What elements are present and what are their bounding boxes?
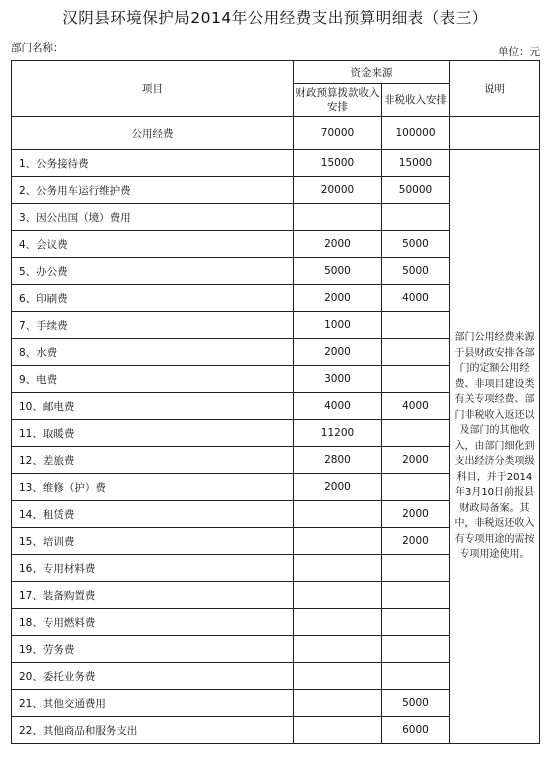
row-label: 16、专用材料费 — [12, 555, 294, 582]
row-nontax — [382, 366, 450, 393]
row-label: 22、其他商品和服务支出 — [12, 717, 294, 744]
row-label: 14、租赁费 — [12, 501, 294, 528]
total-fiscal: 70000 — [294, 117, 382, 150]
row-label: 17、装备购置费 — [12, 582, 294, 609]
table-row — [12, 150, 540, 177]
row-label: 21、其他交通费用 — [12, 690, 294, 717]
row-fiscal: 2000 — [294, 285, 382, 312]
row-nontax — [382, 312, 450, 339]
row-label: 19、劳务费 — [12, 636, 294, 663]
row-fiscal: 2000 — [294, 474, 382, 501]
row-label: 9、电费 — [12, 366, 294, 393]
row-label: 20、委托业务费 — [12, 663, 294, 690]
row-nontax: 4000 — [382, 393, 450, 420]
row-fiscal — [294, 636, 382, 663]
row-label: 6、印刷费 — [12, 285, 294, 312]
row-fiscal — [294, 663, 382, 690]
row-nontax: 4000 — [382, 285, 450, 312]
page-title: 汉阴县环境保护局2014年公用经费支出预算明细表（表三） — [62, 9, 488, 27]
row-fiscal — [294, 609, 382, 636]
row-fiscal: 4000 — [294, 393, 382, 420]
row-label: 18、专用燃料费 — [12, 609, 294, 636]
header-source: 资金来源 — [294, 61, 450, 84]
row-nontax — [382, 582, 450, 609]
note-text: 部门公用经费来源于县财政安排各部门的定额公用经费、非项目建设类有关专项经费、部门非税收入返还以及部门的其他收入，由部门细化到支出经济分类项级科目，并于2014年3月10日前报县财政局备案。其中，非税返还收入有专项用途的需按专项用途使用。 — [450, 150, 540, 744]
header-fiscal: 财政预算拨款收入安排 — [294, 84, 382, 117]
total-label: 公用经费 — [12, 117, 294, 150]
row-label: 8、水费 — [12, 339, 294, 366]
header-row — [12, 61, 540, 84]
row-label: 15、培训费 — [12, 528, 294, 555]
row-fiscal — [294, 555, 382, 582]
row-fiscal — [294, 204, 382, 231]
row-label: 7、手续费 — [12, 312, 294, 339]
row-nontax — [382, 555, 450, 582]
header-nontax: 非税收入安排 — [382, 84, 450, 117]
row-nontax: 6000 — [382, 717, 450, 744]
row-nontax: 2000 — [382, 501, 450, 528]
row-fiscal: 15000 — [294, 150, 382, 177]
row-nontax: 5000 — [382, 690, 450, 717]
row-fiscal: 3000 — [294, 366, 382, 393]
row-nontax — [382, 339, 450, 366]
row-fiscal — [294, 528, 382, 555]
row-label: 11、取暖费 — [12, 420, 294, 447]
row-nontax: 5000 — [382, 258, 450, 285]
unit-label: 单位：元 — [498, 46, 540, 58]
row-fiscal — [294, 690, 382, 717]
row-label: 10、邮电费 — [12, 393, 294, 420]
row-fiscal: 2000 — [294, 339, 382, 366]
row-fiscal — [294, 717, 382, 744]
row-fiscal: 1000 — [294, 312, 382, 339]
row-nontax: 15000 — [382, 150, 450, 177]
row-nontax — [382, 609, 450, 636]
header-note: 说明 — [450, 61, 540, 117]
row-fiscal: 20000 — [294, 177, 382, 204]
row-fiscal — [294, 582, 382, 609]
department-label: 部门名称： — [11, 42, 64, 54]
row-fiscal — [294, 501, 382, 528]
row-fiscal: 5000 — [294, 258, 382, 285]
row-label: 5、办公费 — [12, 258, 294, 285]
row-nontax — [382, 420, 450, 447]
row-label: 1、公务接待费 — [12, 150, 294, 177]
row-nontax: 50000 — [382, 177, 450, 204]
row-label: 3、因公出国（境）费用 — [12, 204, 294, 231]
row-nontax: 5000 — [382, 231, 450, 258]
row-label: 4、会议费 — [12, 231, 294, 258]
row-fiscal: 11200 — [294, 420, 382, 447]
row-nontax — [382, 474, 450, 501]
row-label: 2、公务用车运行维护费 — [12, 177, 294, 204]
total-row — [12, 117, 540, 150]
row-nontax — [382, 663, 450, 690]
row-nontax: 2000 — [382, 447, 450, 474]
row-label: 12、差旅费 — [12, 447, 294, 474]
total-nontax: 100000 — [382, 117, 450, 150]
row-nontax — [382, 636, 450, 663]
row-fiscal: 2000 — [294, 231, 382, 258]
budget-table — [11, 60, 540, 744]
row-label: 13、维修（护）费 — [12, 474, 294, 501]
header-item: 项目 — [12, 61, 294, 117]
row-fiscal: 2800 — [294, 447, 382, 474]
row-nontax: 2000 — [382, 528, 450, 555]
row-nontax — [382, 204, 450, 231]
total-note — [450, 117, 540, 150]
